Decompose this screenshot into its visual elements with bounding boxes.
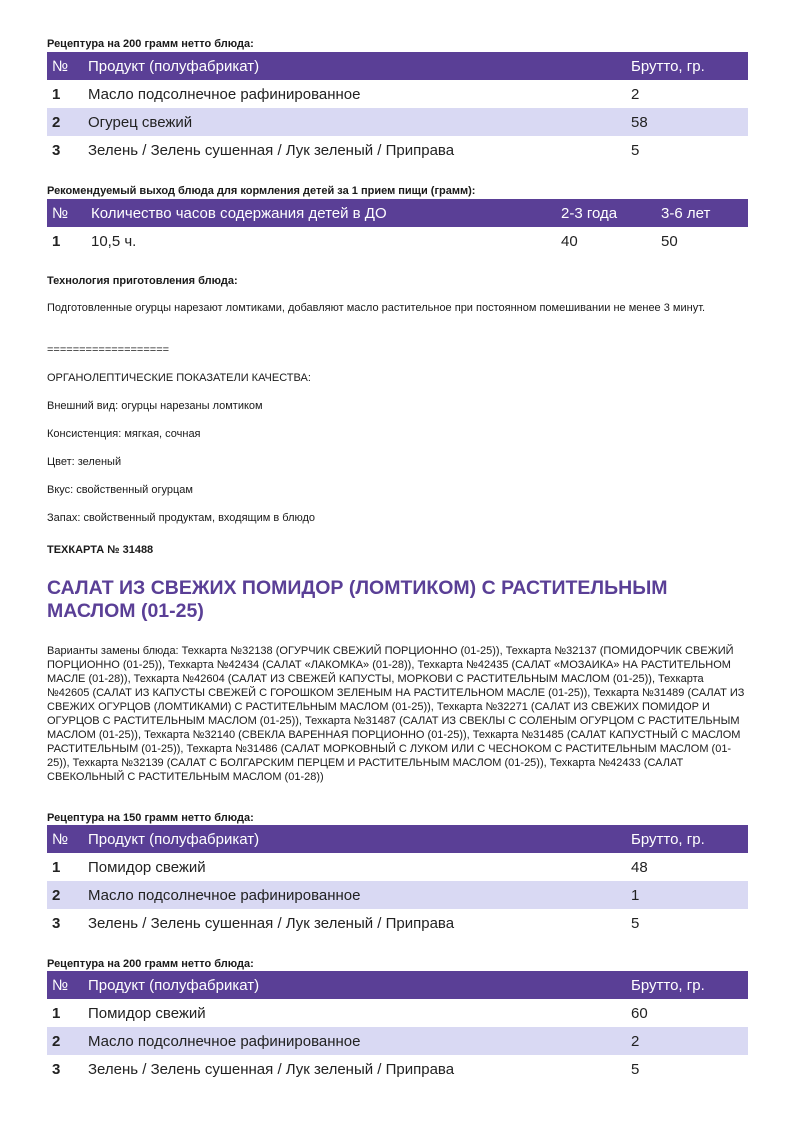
row-product: Зелень / Зелень сушенная / Лук зеленый / Приправа xyxy=(88,141,455,159)
col-age-2-3-header: 2-3 года xyxy=(556,199,656,227)
tech-text: Подготовленные огурцы нарезают ломтиками, добавляют масло растительное при постоянном помешивании не менее 3 минут. xyxy=(47,302,706,314)
row-gross: 58 xyxy=(626,108,748,136)
row-number: 2 xyxy=(47,1027,83,1055)
row-gross: 60 xyxy=(631,1004,648,1022)
tech-title: Технология приготовления блюда: xyxy=(47,275,238,287)
recipe-200b-table xyxy=(47,971,748,1083)
organoleptic-title: ОРГАНОЛЕПТИЧЕСКИЕ ПОКАЗАТЕЛИ КАЧЕСТВА: xyxy=(47,372,311,384)
row-gross: 2 xyxy=(631,85,640,103)
row-age-3-6: 50 xyxy=(661,232,678,250)
row-product: Масло подсолнечное рафинированное xyxy=(88,85,361,103)
row-gross: 5 xyxy=(631,914,640,932)
table-header-row xyxy=(47,199,748,227)
row-number: 1 xyxy=(52,1004,61,1022)
col-product-header: Продукт (полуфабрикат) xyxy=(83,825,626,853)
col-age-3-6-header: 3-6 лет xyxy=(656,199,748,227)
recipe-150-table xyxy=(47,825,748,937)
row-product: Огурец свежий xyxy=(83,108,626,136)
table-row xyxy=(47,80,748,108)
row-product: Зелень / Зелень сушенная / Лук зеленый / Приправа xyxy=(88,1060,455,1078)
recipe-150-title: Рецептура на 150 грамм нетто блюда: xyxy=(47,812,254,824)
separator: =================== xyxy=(47,344,170,356)
replacement-variants: Варианты замены блюда: Техкарта №32138 (ОГУРЧИК СВЕЖИЙ ПОРЦИОННО (01-25)), Техкарта №32137 (ПОМИДОРЧИК СВЕЖИЙ ПОРЦИОННО (01-25)), Техкарта №42434 (САЛАТ «ЛАКОМКА» (01-28)), Техкарта №42435 (САЛАТ «МОЗАИКА» НА РАСТИТЕЛЬНОМ МАСЛЕ (01-28)), Техкарта №42604 (САЛАТ ИЗ СВЕЖЕЙ КАПУСТЫ, МОРКОВИ С РАСТИТЕЛЬНЫМ МАСЛОМ (01-25)), Техкарта №42605 (САЛАТ ИЗ КАПУСТЫ СВЕЖЕЙ С ГОРОШКОМ ЗЕЛЕНЫМ НА РАСТИТЕЛЬНОМ МАСЛЕ (01-25)), Техкарта №31489 (САЛАТ ИЗ СВЕЖИХ ОГУРЦОВ (ЛОМТИКАМИ) С РАСТИТЕЛЬНЫМ МАСЛОМ (01-25)), Техкарта №32271 (САЛАТ ИЗ СВЕЖИХ ПОМИДОР И ОГУРЦОВ С РАСТИТЕЛЬНЫМ МАСЛОМ (01-25)), Техкарта №31487 (САЛАТ ИЗ СВЕКЛЫ С СОЛЕНЫМ ОГУРЦОМ С РАСТИТЕЛЬНЫМ МАСЛОМ (01-25)), Техкарта №32140 (СВЕКЛА ВАРЕННАЯ ПОРЦИОННО (01-25)), Техкарта №31485 (САЛАТ КАПУСТНЫЙ С МАСЛОМ РАСТИТЕЛЬНЫМ (01-25)), Техкарта №31486 (САЛАТ МОРКОВНЫЙ С ЛУКОМ ИЛИ С ЧЕСНОКОМ С РАСТИТЕЛЬНЫМ МАСЛОМ (01-25)), Техкарта №32139 (САЛАТ С БОЛГАРСКИМ ПЕРЦЕМ И РАСТИТЕЛЬНЫМ МАСЛОМ (01-25)), Техкарта №42433 (САЛАТ СВЕКОЛЬНЫЙ С РАСТИТЕЛЬНЫМ МАСЛОМ (01-28)) xyxy=(47,645,745,783)
row-product: Масло подсолнечное рафинированное xyxy=(83,881,626,909)
smell-text: Запах: свойственный продуктам, входящим в блюдо xyxy=(47,512,316,524)
table-row xyxy=(47,136,748,164)
recipe-200-title: Рецептура на 200 грамм нетто блюда: xyxy=(47,38,254,50)
appearance-text: Внешний вид: огурцы нарезаны ломтиком xyxy=(47,400,263,412)
row-product: Зелень / Зелень сушенная / Лук зеленый / Приправа xyxy=(88,914,455,932)
table-row xyxy=(47,999,748,1027)
table-row xyxy=(47,1055,748,1083)
col-gross-header: Брутто, гр. xyxy=(626,52,748,80)
row-number: 1 xyxy=(52,232,61,250)
col-product-header: Продукт (полуфабрикат) xyxy=(83,52,626,80)
table-row xyxy=(47,853,748,881)
col-gross-header: Брутто, гр. xyxy=(626,971,748,999)
col-number-header: № xyxy=(47,825,83,853)
row-product: Помидор свежий xyxy=(88,1004,206,1022)
row-gross: 5 xyxy=(631,1060,640,1078)
col-gross-header: Брутто, гр. xyxy=(626,825,748,853)
row-number: 3 xyxy=(52,914,61,932)
row-gross: 5 xyxy=(631,141,640,159)
consistency-text: Консистенция: мягкая, сочная xyxy=(47,428,201,440)
yield-title: Рекомендуемый выход блюда для кормления детей за 1 прием пищи (грамм): xyxy=(47,185,476,197)
table-row xyxy=(47,1027,748,1055)
row-age-2-3: 40 xyxy=(561,232,578,250)
row-number: 1 xyxy=(52,85,61,103)
row-number: 3 xyxy=(52,141,61,159)
row-number: 1 xyxy=(52,858,61,876)
row-product: Масло подсолнечное рафинированное xyxy=(83,1027,626,1055)
table-header-row xyxy=(47,971,748,999)
dish-title: САЛАТ ИЗ СВЕЖИХ ПОМИДОР (ЛОМТИКОМ) С РАСТИТЕЛЬНЫМ МАСЛОМ (01-25) xyxy=(47,577,668,622)
recipe-200-table xyxy=(47,52,748,164)
techcard-number: ТЕХКАРТА № 31488 xyxy=(47,544,154,556)
row-number: 2 xyxy=(47,108,83,136)
color-text: Цвет: зеленый xyxy=(47,456,122,468)
recipe-200b-title: Рецептура на 200 грамм нетто блюда: xyxy=(47,958,254,970)
table-header-row xyxy=(47,52,748,80)
yield-table xyxy=(47,199,748,255)
row-gross: 1 xyxy=(626,881,748,909)
row-gross: 48 xyxy=(631,858,648,876)
taste-text: Вкус: свойственный огурцам xyxy=(47,484,193,496)
row-gross: 2 xyxy=(626,1027,748,1055)
row-hours: 10,5 ч. xyxy=(91,232,137,250)
row-number: 2 xyxy=(47,881,83,909)
col-number-header: № xyxy=(47,52,83,80)
col-number-header: № xyxy=(47,971,83,999)
col-number-header: № xyxy=(47,199,86,227)
table-row xyxy=(47,108,748,136)
table-row xyxy=(47,909,748,937)
table-header-row xyxy=(47,825,748,853)
row-product: Помидор свежий xyxy=(88,858,206,876)
row-number: 3 xyxy=(52,1060,61,1078)
col-hours-header: Количество часов содержания детей в ДО xyxy=(86,199,556,227)
table-row xyxy=(47,881,748,909)
col-product-header: Продукт (полуфабрикат) xyxy=(83,971,626,999)
table-row xyxy=(47,227,748,255)
